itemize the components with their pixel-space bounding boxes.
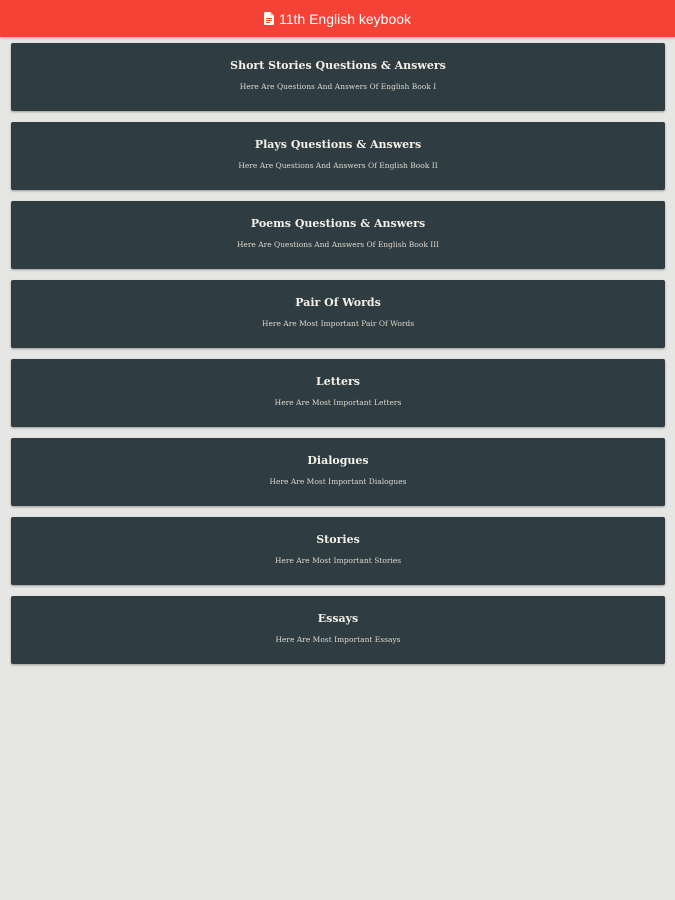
card-title: Short Stories Questions & Answers	[230, 59, 446, 72]
menu-card-letters[interactable]	[11, 359, 665, 427]
app-title: 11th English keybook	[278, 10, 412, 27]
menu-card-pair-of-words[interactable]	[11, 280, 665, 348]
card-subtitle: Here Are Most Important Essays	[275, 635, 401, 644]
card-subtitle: Here Are Most Important Letters	[274, 398, 402, 407]
card-subtitle: Here Are Questions And Answers Of English Book II	[238, 161, 438, 170]
card-subtitle: Here Are Questions And Answers Of English Book I	[239, 82, 437, 91]
menu-card-plays[interactable]	[11, 122, 665, 190]
card-subtitle: Here Are Most Important Pair Of Words	[261, 319, 415, 328]
card-subtitle: Here Are Most Important Dialogues	[269, 477, 407, 486]
menu-card-short-stories[interactable]	[11, 43, 665, 111]
card-title: Plays Questions & Answers	[254, 138, 422, 151]
menu-card-stories[interactable]	[11, 517, 665, 585]
card-title: Poems Questions & Answers	[250, 217, 426, 230]
menu-card-essays[interactable]	[11, 596, 665, 664]
card-title: Pair Of Words	[295, 296, 381, 309]
menu-card-poems[interactable]	[11, 201, 665, 269]
card-title: Essays	[317, 612, 359, 625]
app-bar	[0, 0, 675, 37]
card-title: Letters	[316, 375, 360, 388]
document-icon	[264, 12, 274, 25]
card-subtitle: Here Are Most Important Stories	[274, 556, 402, 565]
card-title: Stories	[316, 533, 360, 546]
card-subtitle: Here Are Questions And Answers Of English Book III	[236, 240, 440, 249]
menu-card-dialogues[interactable]	[11, 438, 665, 506]
card-title: Dialogues	[307, 454, 369, 467]
menu-list	[11, 43, 665, 675]
